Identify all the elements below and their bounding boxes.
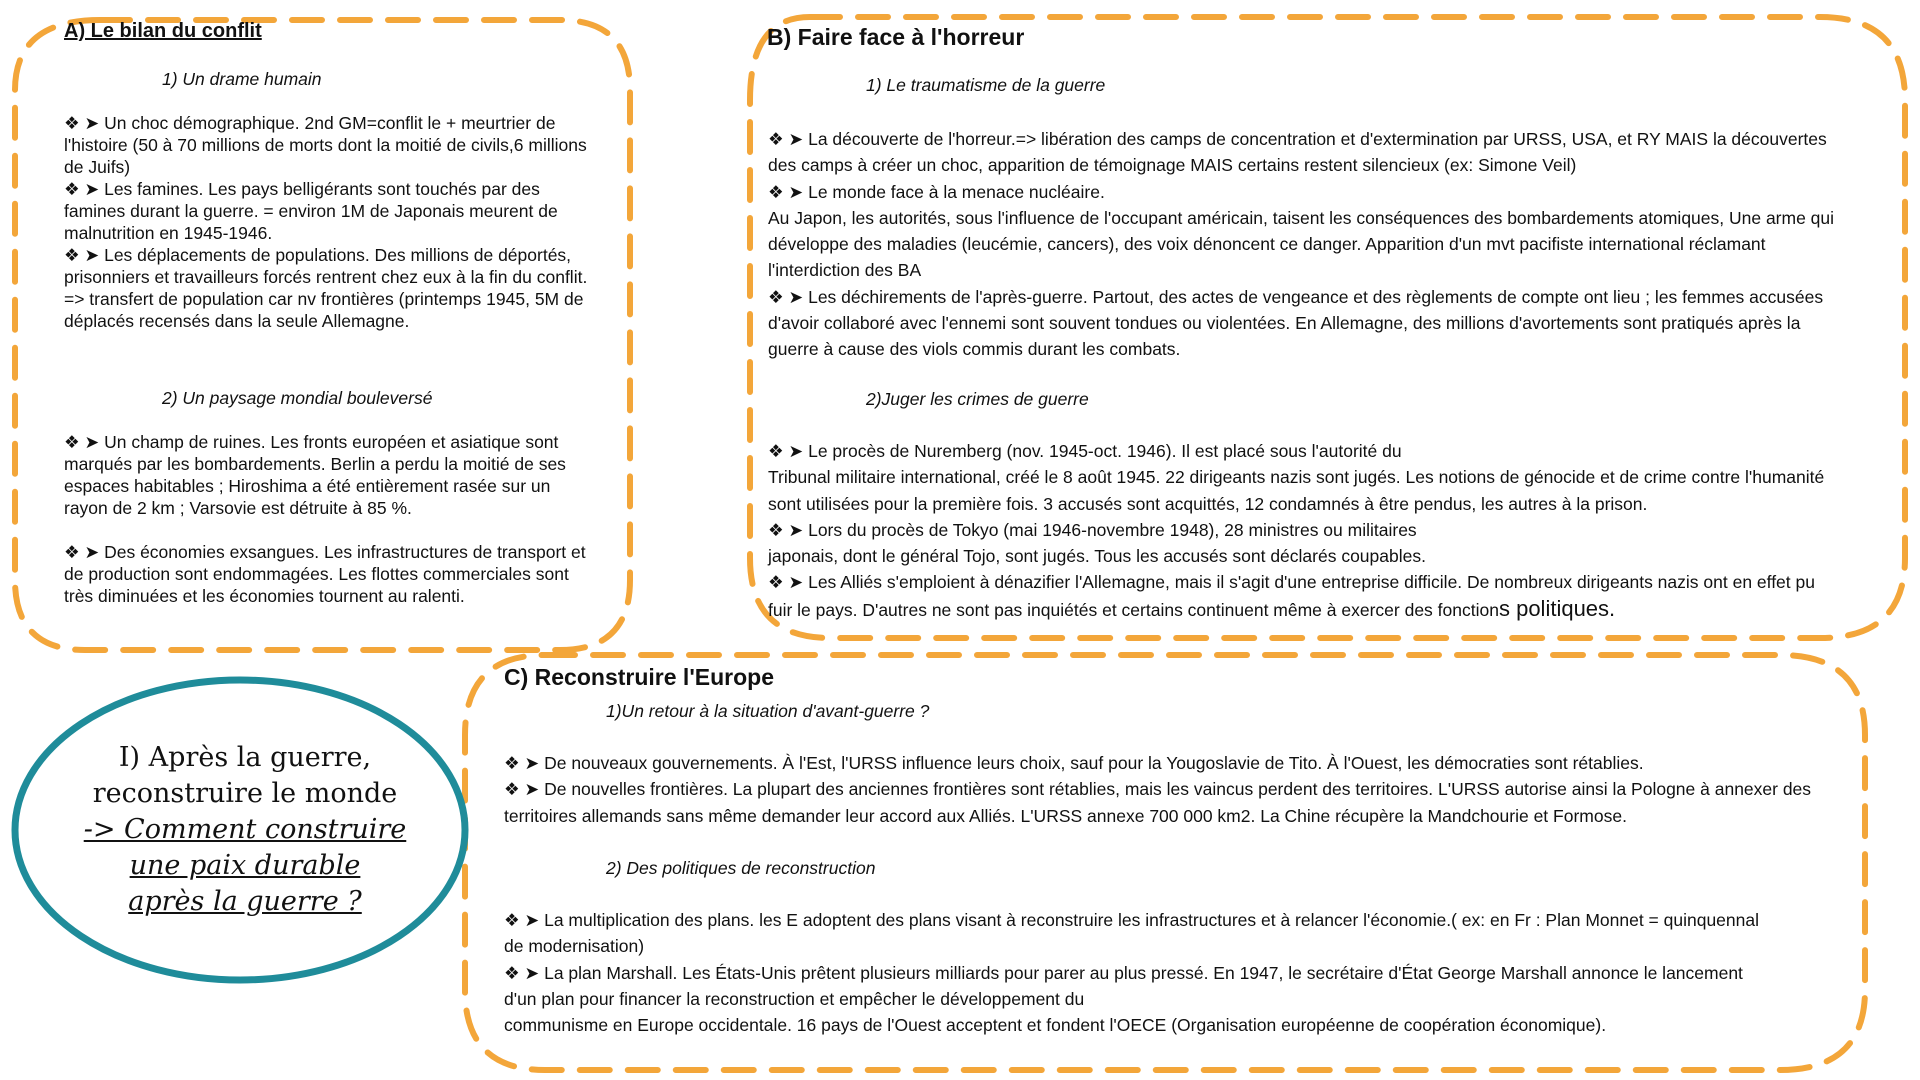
list-item-continuation: communisme en Europe occidentale. 16 pays de l'Ouest acceptent et fondent l'OECE (Organisation européenne de coopération économique). xyxy=(504,1015,1607,1036)
section-a-sub2-body xyxy=(64,431,592,607)
list-item: ❖ ➤ Lors du procès de Tokyo (mai 1946-novembre 1948), 28 ministres ou militaires xyxy=(768,519,1417,540)
section-b-sub2: 2)Juger les crimes de guerre xyxy=(866,389,1089,409)
list-item: ❖ ➤ Un champ de ruines. Les fronts européen et asiatique sont marqués par les bombardements. Berlin a perdu la moitié de ses xyxy=(64,432,566,474)
section-b-sub1-body xyxy=(768,126,1838,363)
section-c-title: C) Reconstruire l'Europe xyxy=(504,664,775,690)
section-c-sub2: 2) Des politiques de reconstruction xyxy=(606,858,876,878)
list-item-continuation: espaces habitables ; Hiroshima a été entièrement rasée sur un rayon de 2 km ; Varsovie est détruite à 85 %. xyxy=(64,476,551,518)
list-item: ❖ ➤ La multiplication des plans. les E adoptent des plans visant à reconstruire les infrastructures et à relancer l'économie.( ex: en Fr : Plan Monnet = quinquennal de modernisation) xyxy=(504,910,1760,957)
oval-line-1: I) Après la guerre, xyxy=(118,742,372,773)
list-item: ❖ ➤ Les famines. Les pays belligérants sont touchés par des famines durant la guerre. = environ 1M de Japonais meurent de malnutrition en 1945-1946. xyxy=(64,179,558,243)
list-item: ❖ ➤ La découverte de l'horreur.=> libération des camps de concentration et d'extermination par URSS, USA, et RY MAIS la découvertes des camps à créer un choc, apparition de témoignage MAIS certains restent silencieux (ex: Simone Veil) xyxy=(768,129,1827,176)
list-item: ❖ ➤ Le monde face à la menace nucléaire. xyxy=(768,181,1105,202)
list-item-continuation: Tribunal militaire international, créé le 8 août 1945. 22 dirigeants nazis sont jugés. Les notions de génocide et de crime contre l'humanité sont utilisées pour la première fois. 3 accusés sont acquittés, 12 condamnés à être pendus, les autres à la prison. xyxy=(768,467,1825,514)
section-a-title: A) Le bilan du conflit xyxy=(64,20,262,42)
oval-line-2: reconstruire le monde xyxy=(92,778,398,809)
section-b-sub2-body xyxy=(768,438,1838,623)
list-item: ❖ ➤ De nouveaux gouvernements. À l'Est, l'URSS influence leurs choix, sauf pour la Yougoslavie de Tito. À l'Ouest, les démocraties sont rétablies. xyxy=(504,753,1644,773)
section-c-sub2-body xyxy=(504,907,1774,1038)
list-item-continuation: japonais, dont le général Tojo, sont jugés. Tous les accusés sont déclarés coupables. xyxy=(768,546,1426,567)
section-c-sub1-body xyxy=(504,750,1834,829)
section-a-sub1: 1) Un drame humain xyxy=(162,69,322,89)
list-item: ❖ ➤ Les déplacements de populations. Des millions de déportés, prisonniers et travailleurs forcés rentrent chez eux à la fin du conflit. => transfert de population car nv frontières (printemps 1945, 5M de déplacés recensés dans la seule Allemagne. xyxy=(64,245,588,331)
section-a-sub2: 2) Un paysage mondial bouleversé xyxy=(162,388,433,408)
list-item: ❖ ➤ Le procès de Nuremberg (nov. 1945-oct. 1946). Il est placé sous l'autorité du xyxy=(768,441,1402,461)
chapter-question xyxy=(20,680,470,980)
list-item: ❖ ➤ De nouvelles frontières. La plupart des anciennes frontières sont rétablies, mais les vaincus perdent des territoires. L'URSS autorise ainsi la Pologne à annexer des territoires allemands sans même demander leur accord aux Alliés. L'URSS annexe 700 000 km2. La Chine récupère la Mandchourie et Formose. xyxy=(504,779,1812,826)
section-c-sub1: 1)Un retour à la situation d'avant-guerre ? xyxy=(606,701,930,721)
oval-line-4: une paix durable xyxy=(129,850,361,881)
oval-line-3: -> Comment construire xyxy=(83,814,407,845)
list-item: ❖ ➤ Les déchirements de l'après-guerre. Partout, des actes de vengeance et des règlements de compte ont lieu ; les femmes accusées d'avoir collaboré avec l'ennemi sont souvent tondues ou violentées. En Allemagne, des millions d'avortements sont pratiqués après la guerre à cause des viols commis durant les combats. xyxy=(768,286,1824,360)
list-item-continuation: Au Japon, les autorités, sous l'influence de l'occupant américain, taisent les conséquences des bombardements atomiques, Une arme qui développe des maladies (leucémie, cancers), des voix dénoncent ce danger. Apparition d'un mvt pacifiste international réclamant l'interdiction des BA xyxy=(768,207,1835,281)
section-b-sub1: 1) Le traumatisme de la guerre xyxy=(866,75,1106,95)
list-item: ❖ ➤ La plan Marshall. Les États-Unis prêtent plusieurs milliards pour parer au plus pressé. En 1947, le secrétaire d'État George Marshall annonce le lancement d'un plan pour financer la reconstruction et empêcher le développement du xyxy=(504,962,1743,1009)
section-b-title: B) Faire face à l'horreur xyxy=(767,24,1025,50)
section-a-sub1-body xyxy=(64,112,592,332)
list-item: ❖ ➤ Un choc démographique. 2nd GM=conflit le + meurtrier de l'histoire (50 à 70 millions de morts dont la moitié de civils,6 millions de Juifs) xyxy=(64,113,587,177)
list-item: ❖ ➤ Des économies exsangues. Les infrastructures de transport et de production sont endommagées. Les flottes commerciales sont très diminuées et les économies tournent au ralenti. xyxy=(64,542,586,606)
list-item: ❖ ➤ Les Alliés s'emploient à dénazifier l'Allemagne, mais il s'agit d'une entreprise difficile. De nombreux dirigeants nazis ont en effet pu fuir le pays. D'autres ne sont pas inquiétés et certains continuent même à exercer des fonctions politiques. xyxy=(768,572,1815,621)
oval-line-5: après la guerre ? xyxy=(128,886,362,917)
